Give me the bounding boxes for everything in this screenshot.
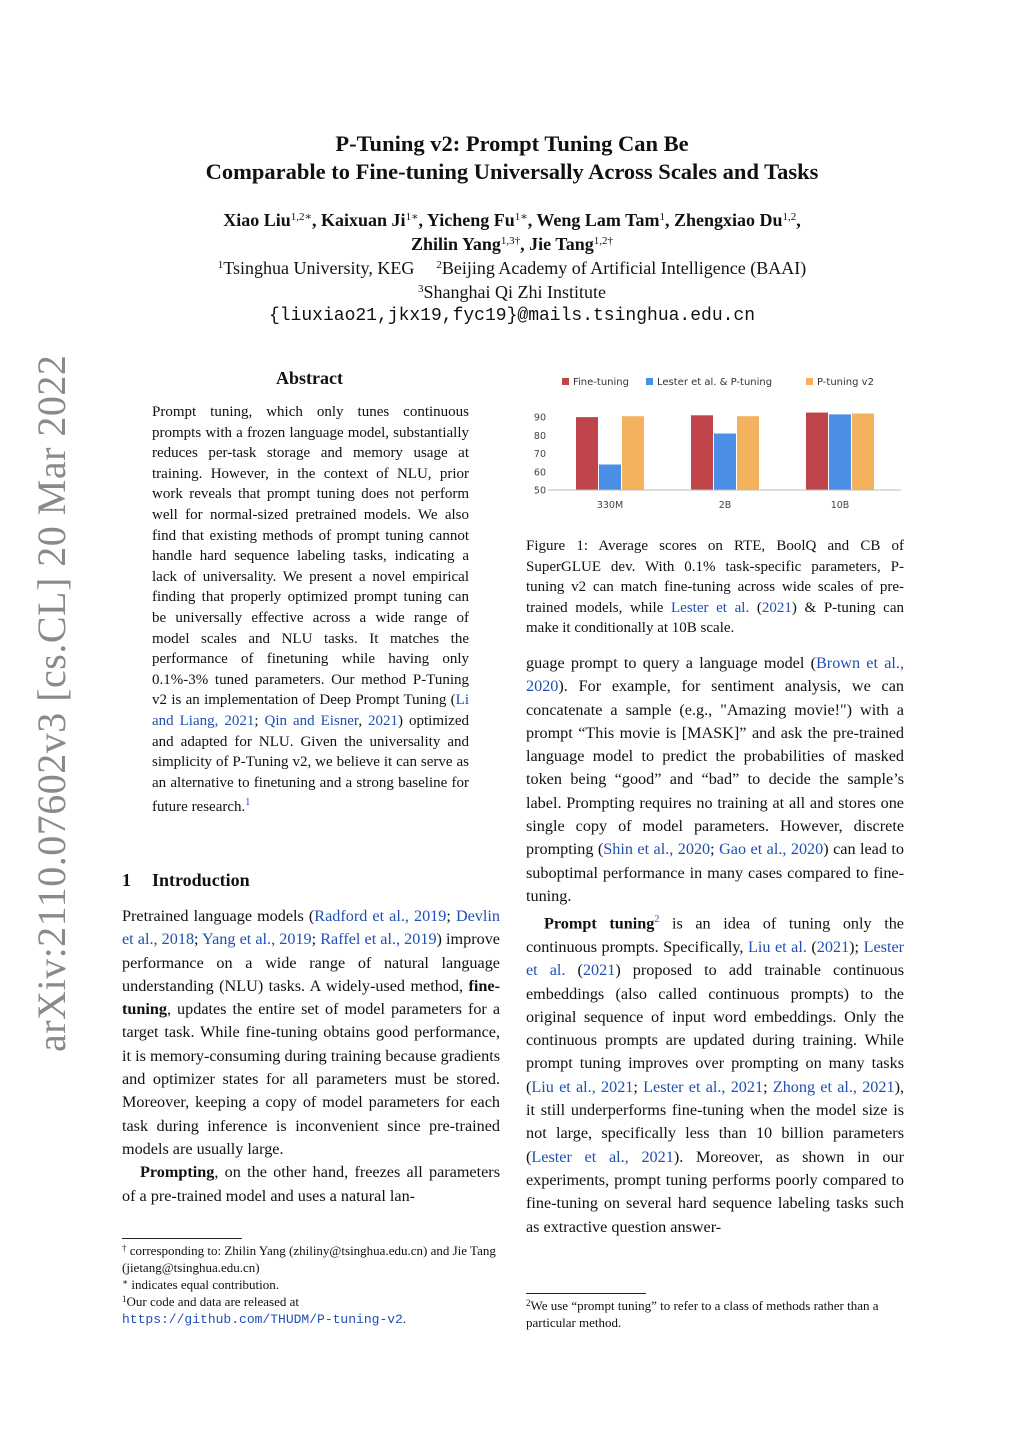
chart-bar bbox=[806, 413, 828, 490]
legend-label: Fine-tuning bbox=[573, 377, 629, 388]
x-tick-label: 330M bbox=[596, 500, 624, 511]
paper-title bbox=[0, 130, 1024, 186]
chart-bar bbox=[576, 417, 598, 490]
x-tick-label: 2B bbox=[718, 500, 732, 511]
separator: ); bbox=[849, 937, 864, 956]
body-text: ), it still underperforms fine-tuning when the model size is not large, specifically less than 10 billion parameters ( bbox=[526, 1077, 905, 1166]
body-text: ). For example, for sentiment analysis, we can concatenate a sample (e.g., "Amazing movie!") with a prompt “This movie is [MASK]” and ask the pre-trained language model to predict the probabilities of masked token being “good” and “bad” to decide the sample’s label. Prompting requires no training at all and stores one single copy of model parameters. However, discrete prompting ( bbox=[526, 677, 904, 859]
chart-bar bbox=[599, 464, 621, 490]
section-title: Introduction bbox=[152, 870, 250, 890]
citation-link[interactable]: Lester et al., 2021 bbox=[643, 1077, 764, 1096]
body-text: Pretrained language models ( bbox=[122, 907, 315, 925]
abstract-text: Prompt tuning, which only tunes continuous prompts with a frozen language model, substantially reduces per-task storage and memory usage at training. However, in the context of NLU, prior work reveals that prompt tuning does not perform well for normal-sized pretrained models. We also find that existing methods of prompt tuning cannot handle hard sequence labeling tasks, indicating a lack of universality. We present a novel empirical finding that properly optimized prompt tuning can be universally effective across a wide range of model scales and NLU tasks. It matches the performance of finetuning while having only 0.1%-3% tuned parameters. Our method P-Tuning v2 is an implementation of Deep Prompt Tuning ( bbox=[152, 404, 469, 709]
author-name: Jie Tang bbox=[529, 234, 594, 254]
body-text: ) proposed to add trainable continuous embeddings (also called continuous prompts) to the original sequence of input word embeddings. Only the continuous prompts are updated during training. While prompt tuning improves over prompting on many tasks ( bbox=[526, 961, 904, 1096]
separator: ; bbox=[311, 930, 321, 949]
arxiv-identifier: arXiv:2110.07602v3 [cs.CL] 20 Mar 2022 bbox=[29, 354, 74, 1052]
citation-link[interactable]: Radford et al., 2019 bbox=[314, 907, 447, 925]
author-mark: 1,3† bbox=[500, 235, 521, 247]
citation-link[interactable]: Lester et al. bbox=[526, 937, 905, 980]
paragraph bbox=[526, 652, 904, 908]
separator: ; bbox=[194, 930, 203, 949]
citation-link[interactable]: Lester et al., 2021 bbox=[531, 1147, 674, 1166]
chart-bar bbox=[737, 416, 759, 490]
citation-link[interactable]: 2021 bbox=[816, 937, 850, 956]
legend-swatch bbox=[562, 378, 569, 385]
bold-term: Prompt tuning bbox=[544, 914, 655, 933]
separator: ; bbox=[710, 840, 720, 859]
abstract-body bbox=[152, 402, 469, 818]
separator: , bbox=[358, 712, 369, 729]
footnote-rule bbox=[526, 1293, 646, 1294]
footnote-link[interactable]: 2 bbox=[654, 914, 660, 926]
body-text: ) can lead to suboptimal performance in many cases compared to fine-tuning. bbox=[526, 840, 904, 905]
separator: ; bbox=[763, 1077, 773, 1096]
body-text: is an idea of tuning only the continuous prompts. Specifically, bbox=[526, 914, 904, 956]
legend-label: P-tuning v2 bbox=[817, 377, 874, 388]
footnote-rule bbox=[122, 1238, 242, 1239]
footnote-text: indicates equal contribution. bbox=[128, 1277, 280, 1292]
citation-link[interactable]: Qin and Eisner bbox=[264, 712, 359, 729]
footnote-mark: † bbox=[122, 1243, 127, 1253]
caption-text: Figure 1: Average scores on RTE, BoolQ and CB of SuperGLUE dev. With 0.1% task-specific parameters, P-tuning v2 can match fine-tuning across wide scales of pre-trained models, while bbox=[526, 538, 904, 616]
abstract-heading: Abstract bbox=[276, 368, 343, 388]
citation-link[interactable]: Yang et al., 2019 bbox=[202, 930, 312, 949]
citation-link[interactable]: Shin et al., 2020 bbox=[603, 840, 711, 859]
separator: ; bbox=[254, 712, 265, 729]
citation-link[interactable]: 2021 bbox=[761, 599, 792, 616]
author-mark: 1∗ bbox=[405, 211, 419, 223]
citation-link[interactable]: Gao et al., 2020 bbox=[719, 840, 824, 859]
bold-term: fine-tuning bbox=[122, 976, 500, 1019]
citation-link[interactable]: 2021 bbox=[582, 961, 616, 980]
author-email: {liuxiao21,jkx19,fyc19}@mails.tsinghua.edu.cn bbox=[268, 306, 756, 326]
author-name: Kaixuan Ji bbox=[321, 210, 406, 230]
figure-1-chart bbox=[526, 370, 910, 520]
paragraph bbox=[122, 905, 500, 1161]
chart-y-axis bbox=[534, 413, 546, 497]
paragraph bbox=[122, 1161, 500, 1208]
separator: ( bbox=[806, 937, 817, 956]
citation-link[interactable]: Devlin et al., 2018 bbox=[122, 907, 500, 949]
chart-bar bbox=[714, 434, 736, 490]
author-list: Xiao Liu$^{1,2∗}$, Kaixuan $Ji^{1∗}$, Yicheng $Fu^{1∗}$, Weng Lam Tam$^1$, Zhengxiao Du$^{1,2}$, Zhilin Yang$^{1,3\dagger}$, Jie Tang$^{1,2\dagger}$ bbox=[223, 210, 801, 254]
y-tick-label: 70 bbox=[533, 449, 546, 461]
footnote-text: We use “prompt tuning” to refer to a class of methods rather than a particular method. bbox=[526, 1298, 879, 1330]
body-text: ) improve performance on a wide range of natural language understanding (NLU) tasks. A widely-used method, bbox=[122, 930, 500, 995]
author-mark: 1,2† bbox=[593, 235, 613, 247]
chart-bar bbox=[829, 414, 851, 490]
author-mark: 1 bbox=[659, 211, 665, 223]
bold-term: Prompting bbox=[140, 1163, 215, 1182]
author-name: Yicheng Fu bbox=[426, 210, 515, 230]
y-tick-label: 90 bbox=[533, 412, 546, 424]
chart-bars bbox=[576, 413, 874, 490]
legend-swatch bbox=[646, 378, 653, 385]
legend-label: Lester et al. & P-tuning bbox=[657, 377, 773, 388]
body-text: ). Moreover, as shown in our experiments, prompt tuning performs poorly compared to fine-tuning on several hard sequence labeling tasks such as extractive question answer- bbox=[526, 1147, 904, 1236]
footnote-link[interactable]: 1 bbox=[245, 797, 251, 809]
body-text: , on the other hand, freezes all parameters of a pre-trained model and uses a natural lan- bbox=[122, 1163, 500, 1205]
citation-link[interactable]: 2021 bbox=[368, 712, 399, 729]
affiliation-1: Tsinghua University, KEG bbox=[223, 258, 415, 278]
citation-link[interactable]: Liu et al. bbox=[747, 937, 807, 956]
affiliation-mark: 1 bbox=[217, 259, 224, 271]
affiliation-mark: 2 bbox=[436, 259, 442, 271]
title-line-2: Comparable to Fine-tuning Universally Across Scales and Tasks bbox=[205, 159, 819, 184]
citation-link[interactable]: Lester et al. bbox=[671, 599, 750, 616]
y-tick-label: 50 bbox=[533, 485, 546, 497]
footnote-text: corresponding to: Zhilin Yang (zhiliny@tsinghua.edu.cn) and Jie Tang (jietang@tsinghua.edu.cn) bbox=[122, 1243, 496, 1275]
author-mark: 1,2 bbox=[782, 211, 797, 223]
footnote-text: Our code and data are released at bbox=[126, 1294, 300, 1309]
footnote bbox=[526, 1297, 906, 1331]
footnote bbox=[122, 1293, 502, 1328]
intro-right-column bbox=[526, 652, 904, 1239]
code-url-link[interactable]: https://github.com/THUDM/P-tuning-v2 bbox=[122, 1312, 403, 1327]
chart-x-axis bbox=[548, 490, 901, 511]
footnote bbox=[122, 1242, 502, 1276]
footnotes-right bbox=[526, 1297, 906, 1331]
separator: ; bbox=[633, 1077, 644, 1096]
paragraph bbox=[526, 908, 904, 1239]
section-heading bbox=[122, 870, 250, 891]
body-text: guage prompt to query a language model ( bbox=[526, 654, 816, 672]
citation-link[interactable]: Brown et al., 2020 bbox=[526, 654, 904, 696]
y-tick-label: 60 bbox=[533, 467, 546, 479]
abstract-text: ) optimized and adapted for NLU. Given the universality and simplicity of P-Tuning v2, we believe it can serve as an alternative to finetuning and a strong baseline for future research. bbox=[152, 712, 469, 816]
citation-link[interactable]: Zhong et al., 2021 bbox=[772, 1077, 895, 1096]
separator: ( bbox=[565, 961, 583, 980]
chart-bar bbox=[691, 415, 713, 490]
footnote-mark: ∗ bbox=[122, 1277, 129, 1287]
title-line-1: P-Tuning v2: Prompt Tuning Can Be bbox=[335, 131, 689, 156]
chart-bar bbox=[622, 416, 644, 490]
author-name: Xiao Liu bbox=[223, 210, 291, 230]
footnote-text: . bbox=[402, 1311, 407, 1326]
affiliation-mark: 3 bbox=[418, 283, 424, 295]
citation-link[interactable]: Li and Liang, 2021 bbox=[152, 692, 469, 729]
section-number: 1 bbox=[122, 870, 131, 890]
author-name: Zhilin Yang bbox=[411, 234, 501, 254]
legend-swatch bbox=[806, 378, 813, 385]
affiliations bbox=[0, 256, 1024, 304]
author-name: Zhengxiao Du bbox=[673, 210, 783, 230]
chart-bar bbox=[852, 413, 874, 490]
caption-text: ) & P-tuning can make it conditionally at 10B scale. bbox=[526, 599, 904, 637]
x-tick-label: 10B bbox=[830, 500, 850, 511]
y-tick-label: 80 bbox=[533, 430, 546, 442]
body-text: , updates the entire set of model parameters for a target task. While fine-tuning obtains good performance, it is memory-consuming during training because gradients and optimizer states for all parameters must be stored. Moreover, keeping a copy of model parameters for each task during inference is inconvenient since pre-trained models are usually large. bbox=[122, 1000, 500, 1158]
author-mark: 1,2∗ bbox=[290, 211, 313, 223]
affiliation-2: Beijing Academy of Artificial Intelligence (BAAI) bbox=[441, 258, 807, 278]
affiliation-3: Shanghai Qi Zhi Institute bbox=[423, 282, 606, 302]
author-name: Weng Lam Tam bbox=[536, 210, 660, 230]
intro-left-column bbox=[122, 905, 500, 1208]
chart-legend bbox=[562, 377, 874, 388]
separator: ; bbox=[446, 907, 456, 925]
footnote-mark: 1 bbox=[122, 1294, 127, 1304]
separator: ( bbox=[749, 599, 762, 616]
footnotes-left bbox=[122, 1242, 502, 1328]
footnote-mark: 2 bbox=[526, 1298, 531, 1308]
citation-link[interactable]: Liu et al., 2021 bbox=[531, 1077, 634, 1096]
footnote bbox=[122, 1276, 502, 1293]
author-mark: 1∗ bbox=[514, 211, 528, 223]
citation-link[interactable]: Raffel et al., 2019 bbox=[320, 930, 437, 949]
figure-caption bbox=[526, 536, 904, 639]
